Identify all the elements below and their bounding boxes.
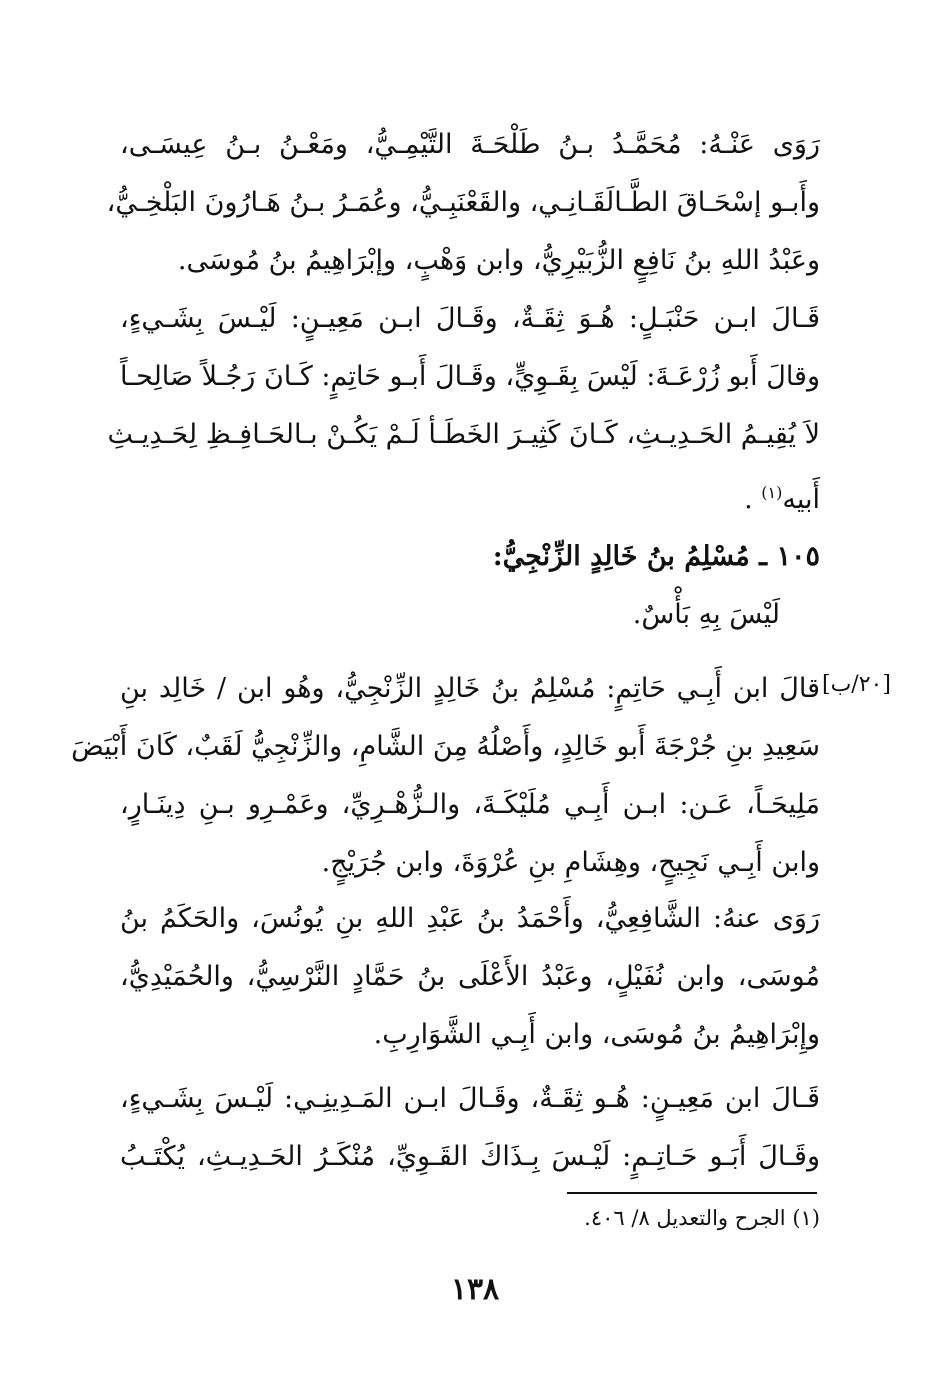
text-fragment: . bbox=[744, 484, 753, 515]
page-number: ١٣٨ bbox=[450, 1272, 500, 1307]
text-line: وقالَ أَبو زُرْعَـةَ: لَيْسَ بِقَـوِيٍّ، وقَـالَ أَبـو حَاتِمٍ: كَـانَ رَجُـلاً صَالِحـاً bbox=[120, 361, 820, 392]
text-line: سَعِيدِ بنِ جُرْجَةَ أَبو خَالِدٍ، وأَصْلُهُ مِنَ الشَّامِ، والزِّنْجِيُّ لَقَبٌ، كَانَ أَبْيَضَ bbox=[71, 731, 820, 762]
text-line: قَـالَ ابـن حَنْبَـلٍ: هُـوَ ثِقَـةٌ، وقَـالَ ابـن مَعِيـنٍ: لَيْـسَ بِشَـيءٍ، bbox=[120, 303, 820, 334]
margin-note: [٢٠/ب] bbox=[822, 672, 891, 697]
text-line: مَلِيحَـاً، عَـن: ابـن أَبِـي مُلَيْكَـةَ، والـزُّهْـرِيِّ، وعَمْـرِو بـنِ دِينَـارٍ، bbox=[120, 789, 820, 820]
entry-title: ١٠٥ ـ مُسْلِمُ بنُ خَالِدٍ الزِّنْجِيُّ: bbox=[492, 541, 820, 572]
footnote-divider bbox=[567, 1192, 817, 1194]
text-line: وقَـالَ أَبَـو حَـاتِـمٍ: لَيْـسَ بِـذَاكَ القَـوِيِّ، مُنْكَـرُ الحَـدِيـثِ، يُكْتَـبُ bbox=[120, 1141, 820, 1172]
paragraph-narrators-1 bbox=[106, 116, 820, 290]
text-line: قَـالَ ابن مَعِيـنٍ: هُـو ثِقَـةٌ، وقَـالَ ابـن المَـدِينِـي: لَيْـسَ بِشَـيءٍ، bbox=[120, 1083, 820, 1114]
paragraph-narrators-2 bbox=[120, 890, 820, 1064]
text-line: وعَبْدُ اللهِ بنُ نَافِعٍ الزُّبَيْرِيُّ، وابن وَهْبٍ، وإبْرَاهِيمُ بنُ مُوسَى. bbox=[177, 245, 820, 276]
paragraph-gradings-2 bbox=[120, 1070, 820, 1186]
text-line: وأَبـو إسْحَـاقَ الطَّـالَقَـانِـي، والقَعْنَبِـيُّ، وعُمَـرُ بـنُ هَـارُونَ البَلْخِـيُّ، bbox=[106, 187, 820, 218]
text-line: وإِبْرَاهِيمُ بنُ مُوسَى، وابن أَبِـي الشَّوَارِبِ. bbox=[373, 1019, 820, 1050]
footnote-marker: (١) bbox=[761, 483, 783, 502]
paragraph-gradings-1 bbox=[107, 290, 820, 522]
text-line: رَوَى عنهُ: الشَّافِعِيُّ، وأَحْمَدُ بنُ عَبْدِ اللهِ بنِ يُونُسَ، والحَكَمُ بنُ bbox=[120, 903, 820, 934]
entry-subtitle: لَيْسَ بِهِ بَأْسٌ. bbox=[632, 599, 780, 630]
text-line bbox=[120, 464, 820, 522]
text-fragment: أَبيه bbox=[782, 484, 820, 515]
text-line: رَوَى عَنْـهُ: مُحَمَّـدُ بـنُ طَلْحَـةَ التَّيْمِـيُّ، ومَعْـنُ بـنُ عِيسَـى، bbox=[120, 129, 820, 160]
text-line: مُوسَى، وابن نُفَيْلٍ، وعَبْدُ الأَعْلَى بنُ حَمَّادٍ النَّرْسِيُّ، والحُمَيْدِيُّ، bbox=[120, 961, 820, 992]
text-line: وابن أَبِـي نَجِيحٍ، وهِشَامِ بنِ عُرْوَةَ، وابن جُرَيْجٍ. bbox=[321, 847, 820, 878]
paragraph-biography bbox=[71, 660, 820, 892]
footnote: (١) الجرح والتعديل ٨/ ٤٠٦. bbox=[584, 1206, 820, 1230]
entry-heading-105 bbox=[120, 528, 820, 644]
text-line: لاَ يُقِيـمُ الحَـدِيـثِ، كَـانَ كَثِيـرَ الخَطَـأ لَـمْ يَكُـنْ بـالحَـافِـظِ لِحَـدِيـثِ bbox=[107, 419, 820, 450]
text-line: قالَ ابن أَبِـي حَاتِمٍ: مُسْلِمُ بنُ خَالِدٍ الزِّنْجِيُّ، وهُو ابن / خَالِد بنِ bbox=[120, 673, 820, 704]
